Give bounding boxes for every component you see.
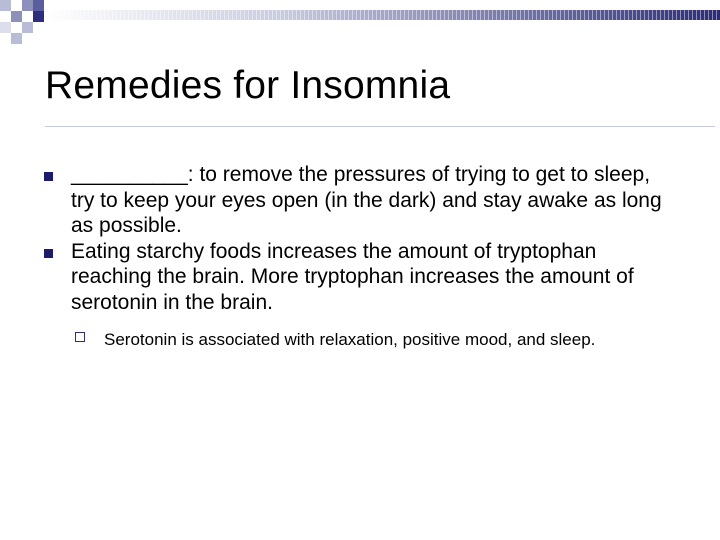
header-checker-squares — [0, 0, 44, 44]
square-bullet-icon — [44, 172, 53, 181]
bullet-item — [0, 239, 671, 352]
bullet-item — [0, 162, 671, 239]
bullet-text: Eating starchy foods increases the amount of tryptophan reaching the brain. More tryptophan increases the amount of serotonin in the brain. — [71, 239, 634, 314]
sub-bullet-item — [71, 329, 671, 351]
bullet-text: __________: to remove the pressures of trying to get to sleep, try to keep your eyes open (in the dark) and stay awake as long as possible. — [71, 163, 662, 237]
hollow-square-bullet-icon — [75, 332, 85, 342]
title-divider — [45, 126, 715, 127]
square-bullet-icon — [44, 249, 53, 258]
slide-title: Remedies for Insomnia — [45, 64, 451, 107]
sub-bullet-list — [71, 329, 671, 351]
header-decoration — [0, 0, 720, 50]
bullet-list — [0, 162, 720, 351]
sub-bullet-text: Serotonin is associated with relaxation, positive mood, and sleep. — [104, 330, 596, 349]
